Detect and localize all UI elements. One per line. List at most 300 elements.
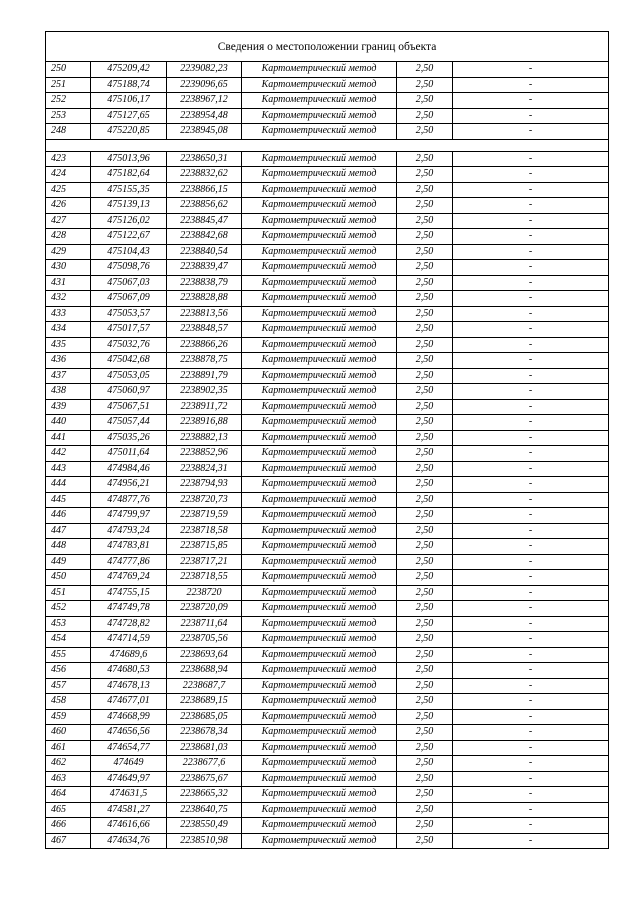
coordinate-y: 2238832,62: [167, 167, 242, 183]
method-cell: Картометрический метод: [242, 322, 397, 338]
method-cell: Картометрический метод: [242, 725, 397, 741]
coordinate-x: 475067,09: [91, 291, 167, 307]
point-number: 454: [46, 632, 91, 648]
accuracy-cell: 2,50: [397, 663, 453, 679]
point-number: 428: [46, 229, 91, 245]
coordinate-x: 474634,76: [91, 833, 167, 849]
table-row: [46, 368, 609, 384]
method-cell: Картометрический метод: [242, 151, 397, 167]
description-cell: -: [453, 787, 609, 803]
coordinate-y: 2238685,05: [167, 709, 242, 725]
point-number: 427: [46, 213, 91, 229]
method-cell: Картометрический метод: [242, 647, 397, 663]
point-number: 445: [46, 492, 91, 508]
coordinate-x: 475032,76: [91, 337, 167, 353]
method-cell: Картометрический метод: [242, 709, 397, 725]
coordinate-y: 2238650,31: [167, 151, 242, 167]
accuracy-cell: 2,50: [397, 244, 453, 260]
accuracy-cell: 2,50: [397, 229, 453, 245]
coordinate-y: 2238824,31: [167, 461, 242, 477]
table-row: [46, 213, 609, 229]
accuracy-cell: 2,50: [397, 508, 453, 524]
point-number: 251: [46, 77, 91, 93]
table-row: [46, 182, 609, 198]
method-cell: Картометрический метод: [242, 694, 397, 710]
description-cell: -: [453, 570, 609, 586]
accuracy-cell: 2,50: [397, 818, 453, 834]
description-cell: -: [453, 77, 609, 93]
point-number: 433: [46, 306, 91, 322]
method-cell: Картометрический метод: [242, 632, 397, 648]
description-cell: -: [453, 260, 609, 276]
method-cell: Картометрический метод: [242, 523, 397, 539]
description-cell: -: [453, 275, 609, 291]
point-number: 449: [46, 554, 91, 570]
point-number: 465: [46, 802, 91, 818]
accuracy-cell: 2,50: [397, 124, 453, 140]
accuracy-cell: 2,50: [397, 601, 453, 617]
description-cell: -: [453, 167, 609, 183]
accuracy-cell: 2,50: [397, 585, 453, 601]
coordinate-x: 475098,76: [91, 260, 167, 276]
description-cell: -: [453, 108, 609, 124]
accuracy-cell: 2,50: [397, 756, 453, 772]
coordinate-y: 2238878,75: [167, 353, 242, 369]
coordinate-x: 474668,99: [91, 709, 167, 725]
coordinate-x: 475017,57: [91, 322, 167, 338]
coordinate-y: 2238911,72: [167, 399, 242, 415]
table-row: [46, 167, 609, 183]
table-row: [46, 415, 609, 431]
method-cell: Картометрический метод: [242, 291, 397, 307]
coordinate-x: 475013,96: [91, 151, 167, 167]
method-cell: Картометрический метод: [242, 306, 397, 322]
document-page: [45, 31, 608, 849]
table-title: Сведения о местоположении границ объекта: [46, 32, 609, 62]
table-row: [46, 632, 609, 648]
description-cell: -: [453, 337, 609, 353]
coordinate-x: 474649,97: [91, 771, 167, 787]
separator-cell: [46, 139, 609, 151]
point-number: 463: [46, 771, 91, 787]
coordinate-x: 474680,53: [91, 663, 167, 679]
accuracy-cell: 2,50: [397, 368, 453, 384]
point-number: 431: [46, 275, 91, 291]
accuracy-cell: 2,50: [397, 461, 453, 477]
description-cell: -: [453, 725, 609, 741]
description-cell: -: [453, 833, 609, 849]
method-cell: Картометрический метод: [242, 368, 397, 384]
coordinate-x: 475155,35: [91, 182, 167, 198]
table-row: [46, 151, 609, 167]
method-cell: Картометрический метод: [242, 62, 397, 78]
table-row: [46, 430, 609, 446]
accuracy-cell: 2,50: [397, 337, 453, 353]
table-row: [46, 771, 609, 787]
accuracy-cell: 2,50: [397, 694, 453, 710]
point-number: 462: [46, 756, 91, 772]
description-cell: -: [453, 601, 609, 617]
coordinate-x: 475057,44: [91, 415, 167, 431]
table-row: [46, 124, 609, 140]
table-row: [46, 756, 609, 772]
method-cell: Картометрический метод: [242, 93, 397, 109]
coordinate-x: 475122,67: [91, 229, 167, 245]
coordinate-y: 2238840,54: [167, 244, 242, 260]
table-row: [46, 399, 609, 415]
accuracy-cell: 2,50: [397, 787, 453, 803]
accuracy-cell: 2,50: [397, 833, 453, 849]
point-number: 434: [46, 322, 91, 338]
coordinate-y: 2238902,35: [167, 384, 242, 400]
table-row: [46, 585, 609, 601]
coordinate-y: 2239082,23: [167, 62, 242, 78]
accuracy-cell: 2,50: [397, 539, 453, 555]
coordinate-y: 2238945,08: [167, 124, 242, 140]
description-cell: -: [453, 740, 609, 756]
method-cell: Картометрический метод: [242, 353, 397, 369]
accuracy-cell: 2,50: [397, 647, 453, 663]
table-row: [46, 244, 609, 260]
coordinate-y: 2238891,79: [167, 368, 242, 384]
coordinate-x: 475060,97: [91, 384, 167, 400]
coordinate-y: 2238882,13: [167, 430, 242, 446]
method-cell: Картометрический метод: [242, 492, 397, 508]
coordinate-x: 474799,97: [91, 508, 167, 524]
accuracy-cell: 2,50: [397, 802, 453, 818]
description-cell: -: [453, 93, 609, 109]
table-row: [46, 492, 609, 508]
coordinate-x: 474877,76: [91, 492, 167, 508]
coordinate-y: 2239096,65: [167, 77, 242, 93]
coordinate-y: 2238828,88: [167, 291, 242, 307]
table-row: [46, 694, 609, 710]
point-number: 439: [46, 399, 91, 415]
coordinate-y: 2238705,56: [167, 632, 242, 648]
coordinate-x: 474631,5: [91, 787, 167, 803]
description-cell: -: [453, 647, 609, 663]
method-cell: Картометрический метод: [242, 244, 397, 260]
coordinate-y: 2238640,75: [167, 802, 242, 818]
description-cell: -: [453, 213, 609, 229]
table-row: [46, 833, 609, 849]
coordinate-y: 2238717,21: [167, 554, 242, 570]
description-cell: -: [453, 771, 609, 787]
accuracy-cell: 2,50: [397, 740, 453, 756]
point-number: 437: [46, 368, 91, 384]
accuracy-cell: 2,50: [397, 523, 453, 539]
method-cell: Картометрический метод: [242, 446, 397, 462]
description-cell: -: [453, 368, 609, 384]
method-cell: Картометрический метод: [242, 570, 397, 586]
coordinate-x: 474749,78: [91, 601, 167, 617]
accuracy-cell: 2,50: [397, 415, 453, 431]
accuracy-cell: 2,50: [397, 616, 453, 632]
method-cell: Картометрический метод: [242, 399, 397, 415]
accuracy-cell: 2,50: [397, 62, 453, 78]
coordinate-x: 475139,13: [91, 198, 167, 214]
coordinate-x: 475035,26: [91, 430, 167, 446]
method-cell: Картометрический метод: [242, 198, 397, 214]
accuracy-cell: 2,50: [397, 182, 453, 198]
coordinate-x: 474793,24: [91, 523, 167, 539]
table-row: [46, 229, 609, 245]
point-number: 436: [46, 353, 91, 369]
coordinate-y: 2238866,26: [167, 337, 242, 353]
description-cell: -: [453, 694, 609, 710]
accuracy-cell: 2,50: [397, 167, 453, 183]
coordinate-x: 474656,56: [91, 725, 167, 741]
method-cell: Картометрический метод: [242, 229, 397, 245]
description-cell: -: [453, 415, 609, 431]
coordinate-y: 2238848,57: [167, 322, 242, 338]
accuracy-cell: 2,50: [397, 570, 453, 586]
coordinate-x: 475067,51: [91, 399, 167, 415]
coordinate-x: 475106,17: [91, 93, 167, 109]
point-number: 438: [46, 384, 91, 400]
accuracy-cell: 2,50: [397, 306, 453, 322]
description-cell: -: [453, 182, 609, 198]
method-cell: Картометрический метод: [242, 601, 397, 617]
method-cell: Картометрический метод: [242, 833, 397, 849]
accuracy-cell: 2,50: [397, 554, 453, 570]
method-cell: Картометрический метод: [242, 384, 397, 400]
table-row: [46, 260, 609, 276]
description-cell: -: [453, 244, 609, 260]
accuracy-cell: 2,50: [397, 477, 453, 493]
method-cell: Картометрический метод: [242, 77, 397, 93]
method-cell: Картометрический метод: [242, 678, 397, 694]
table-row: [46, 477, 609, 493]
point-number: 440: [46, 415, 91, 431]
accuracy-cell: 2,50: [397, 725, 453, 741]
point-number: 455: [46, 647, 91, 663]
coordinate-y: 2238794,93: [167, 477, 242, 493]
table-row: [46, 663, 609, 679]
coordinate-y: 2238510,98: [167, 833, 242, 849]
description-cell: -: [453, 523, 609, 539]
table-row: [46, 384, 609, 400]
table-row: [46, 446, 609, 462]
coordinate-y: 2238693,64: [167, 647, 242, 663]
coordinate-x: 474984,46: [91, 461, 167, 477]
coordinate-y: 2238688,94: [167, 663, 242, 679]
point-number: 425: [46, 182, 91, 198]
coordinate-x: 475042,68: [91, 353, 167, 369]
method-cell: Картометрический метод: [242, 771, 397, 787]
method-cell: Картометрический метод: [242, 182, 397, 198]
accuracy-cell: 2,50: [397, 384, 453, 400]
method-cell: Картометрический метод: [242, 477, 397, 493]
description-cell: -: [453, 632, 609, 648]
accuracy-cell: 2,50: [397, 275, 453, 291]
coordinate-y: 2238689,15: [167, 694, 242, 710]
method-cell: Картометрический метод: [242, 508, 397, 524]
description-cell: -: [453, 756, 609, 772]
method-cell: Картометрический метод: [242, 430, 397, 446]
point-number: 464: [46, 787, 91, 803]
accuracy-cell: 2,50: [397, 291, 453, 307]
coordinate-y: 2238852,96: [167, 446, 242, 462]
method-cell: Картометрический метод: [242, 802, 397, 818]
coordinate-x: 475220,85: [91, 124, 167, 140]
description-cell: -: [453, 322, 609, 338]
coordinate-x: 475067,03: [91, 275, 167, 291]
coordinate-x: 474956,21: [91, 477, 167, 493]
point-number: 457: [46, 678, 91, 694]
coordinate-y: 2238715,85: [167, 539, 242, 555]
table-row: [46, 523, 609, 539]
point-number: 252: [46, 93, 91, 109]
method-cell: Картометрический метод: [242, 167, 397, 183]
coordinate-y: 2238681,03: [167, 740, 242, 756]
method-cell: Картометрический метод: [242, 818, 397, 834]
description-cell: -: [453, 678, 609, 694]
coordinate-x: 475126,02: [91, 213, 167, 229]
table-row: [46, 93, 609, 109]
coordinate-y: 2238839,47: [167, 260, 242, 276]
description-cell: -: [453, 585, 609, 601]
coordinate-x: 475053,05: [91, 368, 167, 384]
accuracy-cell: 2,50: [397, 446, 453, 462]
method-cell: Картометрический метод: [242, 124, 397, 140]
point-number: 448: [46, 539, 91, 555]
point-number: 447: [46, 523, 91, 539]
coordinate-y: 2238866,15: [167, 182, 242, 198]
table-row: [46, 291, 609, 307]
description-cell: -: [453, 802, 609, 818]
point-number: 466: [46, 818, 91, 834]
accuracy-cell: 2,50: [397, 492, 453, 508]
method-cell: Картометрический метод: [242, 756, 397, 772]
coordinate-y: 2238842,68: [167, 229, 242, 245]
method-cell: Картометрический метод: [242, 585, 397, 601]
point-number: 424: [46, 167, 91, 183]
coordinate-x: 474581,27: [91, 802, 167, 818]
accuracy-cell: 2,50: [397, 213, 453, 229]
description-cell: -: [453, 62, 609, 78]
description-cell: -: [453, 399, 609, 415]
coordinate-y: 2238687,7: [167, 678, 242, 694]
coordinate-x: 474678,13: [91, 678, 167, 694]
coordinate-y: 2238838,79: [167, 275, 242, 291]
table-row: [46, 322, 609, 338]
point-number: 444: [46, 477, 91, 493]
coordinate-x: 475104,43: [91, 244, 167, 260]
coordinate-y: 2238720,73: [167, 492, 242, 508]
point-number: 250: [46, 62, 91, 78]
description-cell: -: [453, 353, 609, 369]
coordinate-y: 2238856,62: [167, 198, 242, 214]
coordinate-x: 474755,15: [91, 585, 167, 601]
coordinate-x: 475182,64: [91, 167, 167, 183]
point-number: 459: [46, 709, 91, 725]
table-row: [46, 461, 609, 477]
table-row: [46, 818, 609, 834]
coordinate-y: 2238720,09: [167, 601, 242, 617]
accuracy-cell: 2,50: [397, 108, 453, 124]
point-number: 430: [46, 260, 91, 276]
table-row: [46, 802, 609, 818]
coordinate-x: 474677,01: [91, 694, 167, 710]
description-cell: -: [453, 477, 609, 493]
coordinate-x: 475209,42: [91, 62, 167, 78]
table-row: [46, 740, 609, 756]
coordinate-y: 2238718,55: [167, 570, 242, 586]
accuracy-cell: 2,50: [397, 399, 453, 415]
description-cell: -: [453, 616, 609, 632]
coordinate-x: 474714,59: [91, 632, 167, 648]
coordinate-x: 475053,57: [91, 306, 167, 322]
table-row: [46, 725, 609, 741]
table-row: [46, 601, 609, 617]
table-row: [46, 616, 609, 632]
coordinate-x: 474783,81: [91, 539, 167, 555]
description-cell: -: [453, 384, 609, 400]
table-row: [46, 62, 609, 78]
point-number: 426: [46, 198, 91, 214]
coordinate-y: 2238845,47: [167, 213, 242, 229]
description-cell: -: [453, 492, 609, 508]
coordinate-y: 2238711,64: [167, 616, 242, 632]
method-cell: Картометрический метод: [242, 740, 397, 756]
point-number: 248: [46, 124, 91, 140]
description-cell: -: [453, 229, 609, 245]
point-number: 460: [46, 725, 91, 741]
point-number: 253: [46, 108, 91, 124]
point-number: 446: [46, 508, 91, 524]
accuracy-cell: 2,50: [397, 771, 453, 787]
point-number: 432: [46, 291, 91, 307]
point-number: 429: [46, 244, 91, 260]
accuracy-cell: 2,50: [397, 93, 453, 109]
table-row: [46, 709, 609, 725]
point-number: 453: [46, 616, 91, 632]
description-cell: -: [453, 198, 609, 214]
coordinate-y: 2238665,32: [167, 787, 242, 803]
point-number: 461: [46, 740, 91, 756]
description-cell: -: [453, 554, 609, 570]
description-cell: -: [453, 430, 609, 446]
table-row: [46, 337, 609, 353]
method-cell: Картометрический метод: [242, 337, 397, 353]
table-row: [46, 539, 609, 555]
point-number: 443: [46, 461, 91, 477]
table-row: [46, 77, 609, 93]
method-cell: Картометрический метод: [242, 213, 397, 229]
coordinate-x: 474654,77: [91, 740, 167, 756]
point-number: 452: [46, 601, 91, 617]
method-cell: Картометрический метод: [242, 663, 397, 679]
title-row: [46, 32, 609, 62]
coordinate-y: 2238720: [167, 585, 242, 601]
accuracy-cell: 2,50: [397, 77, 453, 93]
coordinate-y: 2238677,6: [167, 756, 242, 772]
table-row: [46, 275, 609, 291]
coordinate-x: 475011,64: [91, 446, 167, 462]
description-cell: -: [453, 151, 609, 167]
table-row: [46, 554, 609, 570]
accuracy-cell: 2,50: [397, 151, 453, 167]
method-cell: Картометрический метод: [242, 108, 397, 124]
point-number: 442: [46, 446, 91, 462]
table-row: [46, 508, 609, 524]
coordinate-x: 474649: [91, 756, 167, 772]
description-cell: -: [453, 124, 609, 140]
boundary-table-body: [46, 32, 609, 849]
point-number: 451: [46, 585, 91, 601]
table-row: [46, 306, 609, 322]
